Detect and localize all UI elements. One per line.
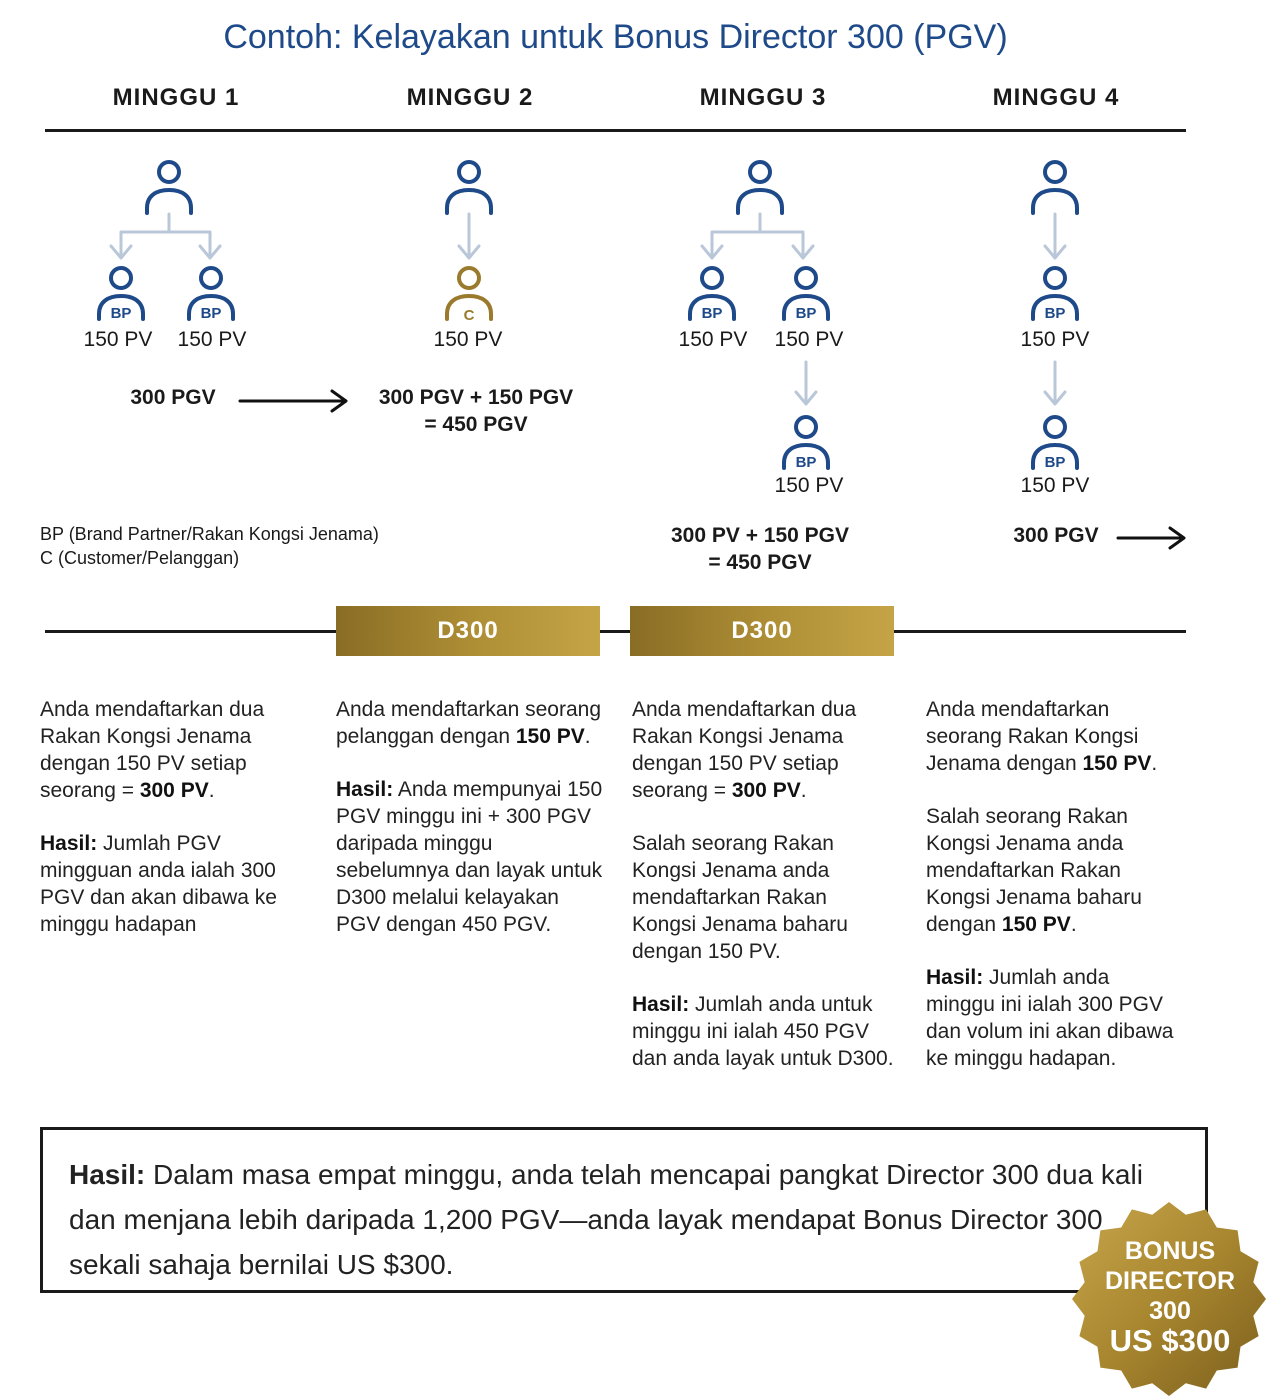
result-box [40, 1127, 1208, 1293]
result-text: Hasil: Dalam masa empat minggu, anda telah mencapai pangkat Director 300 dua kali dan menjana lebih daripada 1,200 PGV—anda layak mendapat Bonus Director 300 sekali sahaja bernilai US $300. [69, 1159, 1143, 1280]
bp-badge: BP [110, 305, 132, 322]
brand-partner-person-icon [1025, 264, 1085, 326]
brand-partner-person-icon [181, 264, 241, 326]
brand-partner-person-icon [776, 413, 836, 475]
pv-value: 150 PV [83, 328, 153, 351]
bp-badge: BP [1044, 305, 1066, 322]
bp-badge: BP [795, 305, 817, 322]
pv-value: 150 PV [1020, 328, 1090, 351]
brand-partner-person-icon [682, 264, 742, 326]
legend-customer: C (Customer/Pelanggan) [40, 548, 240, 568]
pv-value: 150 PV [177, 328, 247, 351]
d300-qualified-week-2: D300 [336, 606, 600, 656]
pv-value: 150 PV [433, 328, 503, 351]
week-1-total: 300 PGV [130, 386, 216, 409]
week-2-total-line2: = 450 PGV [424, 413, 528, 436]
carry-forward-arrow-icon [238, 388, 352, 414]
week-4-total: 300 PGV [1013, 524, 1099, 547]
legend-bp: BP (Brand Partner/Rakan Kongsi Jenama) [40, 524, 379, 544]
sponsor-person-icon [439, 158, 499, 220]
week-4-heading: MINGGU 4 [992, 84, 1120, 111]
customer-badge: C [463, 307, 475, 324]
customer-person-icon [439, 264, 499, 326]
week-2-total-line1: 300 PGV + 150 PGV [378, 386, 574, 409]
bp-badge: BP [200, 305, 222, 322]
brand-partner-person-icon [1025, 413, 1085, 475]
pv-value: 150 PV [678, 328, 748, 351]
brand-partner-person-icon [91, 264, 151, 326]
week-1-heading: MINGGU 1 [112, 84, 240, 111]
week-3-heading: MINGGU 3 [699, 84, 827, 111]
sponsor-person-icon [730, 158, 790, 220]
carry-forward-arrow-icon [1116, 525, 1190, 551]
seal-line-3: 300 [1149, 1297, 1191, 1325]
week-4-description: Anda mendaftarkan seorang Rakan Kongsi Jenama dengan 150 PV. Salah seorang Rakan Kongsi Jenama anda mendaftarkan Rakan Kongsi Jenama baharu dengan 150 PV. Hasil: Jumlah anda minggu ini ialah 300 PGV dan volum ini akan dibawa ke minggu hadapan. [926, 698, 1174, 1070]
bonus-seal-text [1080, 1236, 1260, 1356]
bp-badge: BP [795, 454, 817, 471]
week-1-description: Anda mendaftarkan dua Rakan Kongsi Jenama dengan 150 PV setiap seorang = 300 PV. Hasil: Jumlah PGV mingguan anda ialah 300 PGV dan akan dibawa ke minggu hadapan [40, 698, 277, 936]
week-3-total-line2: = 450 PGV [708, 551, 812, 574]
bp-badge: BP [1044, 454, 1066, 471]
seal-amount: US $300 [1109, 1323, 1231, 1358]
brand-partner-person-icon [776, 264, 836, 326]
week-3-description: Anda mendaftarkan dua Rakan Kongsi Jenama dengan 150 PV setiap seorang = 300 PV. Salah seorang Rakan Kongsi Jenama anda mendaftarkan Rakan Kongsi Jenama baharu dengan 150 PV. Hasil: Jumlah anda untuk minggu ini ialah 450 PGV dan anda layak untuk D300. [632, 698, 894, 1070]
seal-line-2: DIRECTOR [1104, 1267, 1236, 1295]
timeline-divider [45, 630, 1186, 633]
sponsor-person-icon [139, 158, 199, 220]
pv-value: 150 PV [1020, 474, 1090, 497]
sponsor-person-icon [1025, 158, 1085, 220]
week-2-description: Anda mendaftarkan seorang pelanggan dengan 150 PV. Hasil: Anda mempunyai 150 PGV minggu ini + 300 PGV daripada minggu sebelumnya dan layak untuk D300 melalui kelayakan PGV dengan 450 PGV. [336, 698, 603, 936]
d300-qualified-week-3: D300 [630, 606, 894, 656]
pv-value: 150 PV [774, 474, 844, 497]
page-title: Contoh: Kelayakan untuk Bonus Director 300 (PGV) [223, 18, 1008, 56]
pv-value: 150 PV [774, 328, 844, 351]
seal-line-1: BONUS [1124, 1237, 1216, 1265]
week-2-heading: MINGGU 2 [406, 84, 534, 111]
week-3-total-line1: 300 PV + 150 PGV [670, 524, 850, 547]
bp-badge: BP [701, 305, 723, 322]
